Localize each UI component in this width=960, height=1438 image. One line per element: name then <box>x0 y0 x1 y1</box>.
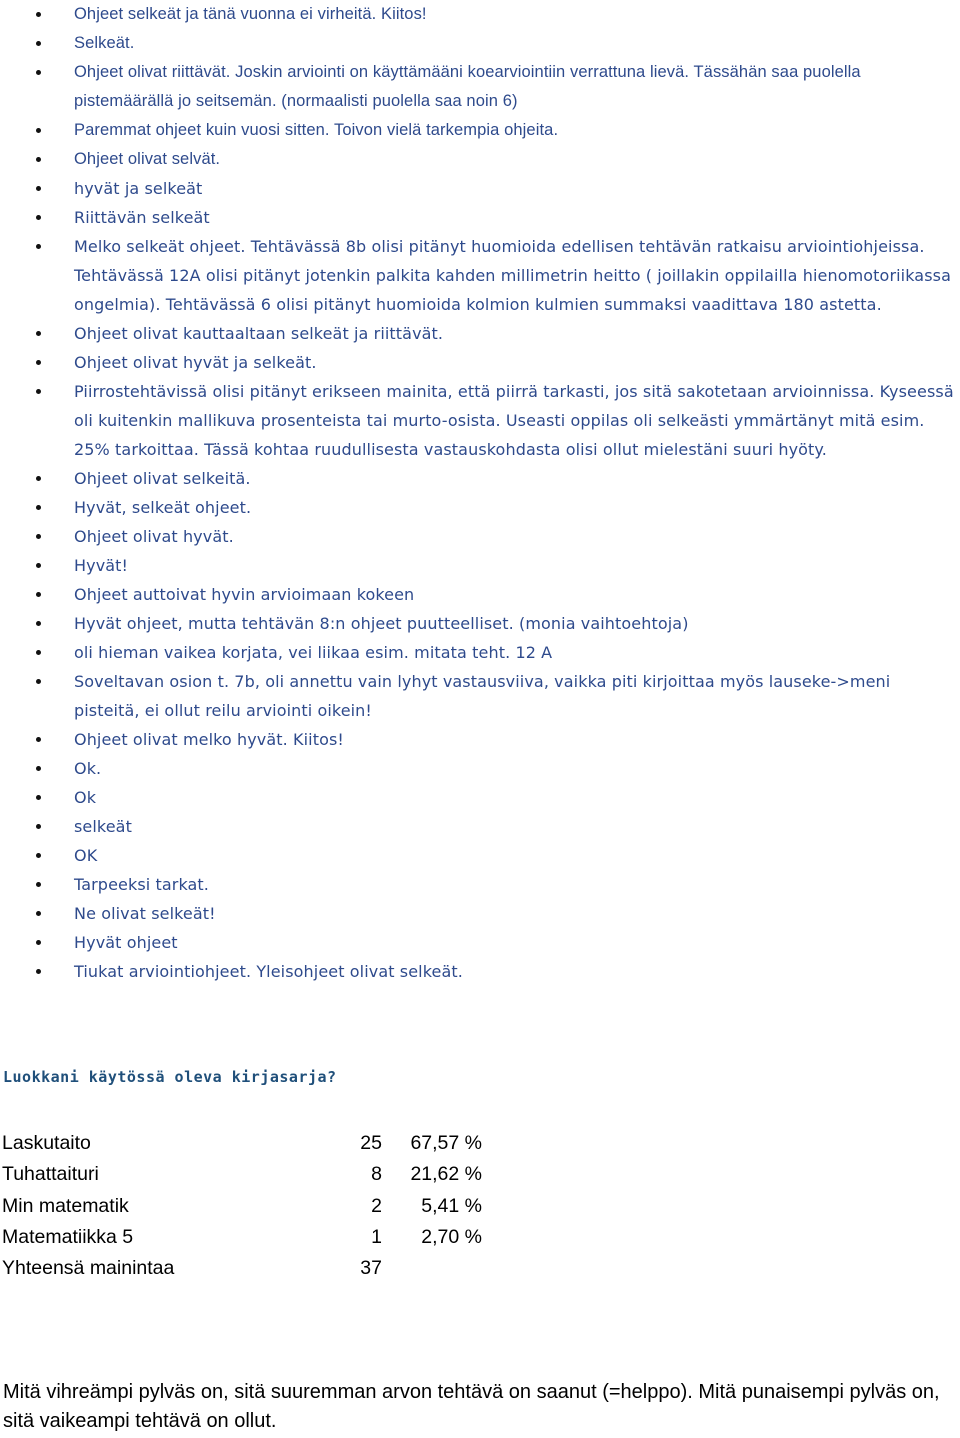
series-name: Matematiikka 5 <box>2 1226 134 1249</box>
feedback-item <box>0 667 960 725</box>
bullet-icon <box>36 215 41 220</box>
feedback-item <box>0 957 960 986</box>
feedback-item <box>0 725 960 754</box>
bullet-icon <box>36 534 41 539</box>
bullet-icon <box>36 911 41 916</box>
chart-color-note: Mitä vihreämpi pylväs on, sitä suuremman arvon tehtävä on saanut (=helppo). Mitä punaisempi pylväs on, sitä vaikeampi tehtävä on ollut. <box>3 1381 940 1432</box>
feedback-text: Ohjeet olivat melko hyvät. Kiitos! <box>74 730 344 749</box>
feedback-item <box>0 580 960 609</box>
feedback-text: Hyvät ohjeet, mutta tehtävän 8:n ohjeet puutteelliset. (monia vaihtoehtoja) <box>74 614 689 633</box>
series-percent: 67,57 % <box>410 1132 482 1155</box>
series-percent <box>382 1253 482 1284</box>
bullet-icon <box>36 679 41 684</box>
feedback-item <box>0 29 960 58</box>
feedback-text: Ok <box>74 788 97 807</box>
feedback-item <box>0 203 960 232</box>
bullet-icon <box>36 244 41 249</box>
feedback-item <box>0 116 960 145</box>
feedback-text: Tarpeeksi tarkat. <box>74 875 209 894</box>
feedback-text: hyvät ja selkeät <box>74 179 203 198</box>
feedback-text: Ohjeet olivat selvät. <box>74 150 221 168</box>
series-percent: 2,70 % <box>421 1226 482 1249</box>
bullet-icon <box>36 621 41 626</box>
feedback-text: Ohjeet selkeät ja tänä vuonna ei virheitä. Kiitos! <box>74 5 427 23</box>
series-count: 25 <box>360 1132 382 1155</box>
feedback-item <box>0 348 960 377</box>
bullet-icon <box>36 563 41 568</box>
feedback-text: Riittävän selkeät <box>74 208 210 227</box>
table-row <box>2 1191 482 1222</box>
series-name: Laskutaito <box>2 1132 91 1155</box>
feedback-text: Ohjeet auttoivat hyvin arvioimaan kokeen <box>74 585 415 604</box>
feedback-text: OK <box>74 846 98 865</box>
feedback-item <box>0 522 960 551</box>
feedback-text: Melko selkeät ohjeet. Tehtävässä 8b olisi pitänyt huomioida edellisen tehtävän ratkaisu arviointiohjeissa. Tehtävässä 12A olisi pitänyt jotenkin palkita kahden millimetrin heitto ( joillakin oppilailla hienomotoriikassa ongelmia). Tehtävässä 6 olisi pitänyt huomioida kolmion kulmien summaksi vaadittava 180 astetta. <box>74 237 951 314</box>
bullet-icon <box>36 737 41 742</box>
feedback-text: Ohjeet olivat riittävät. Joskin arviointi on käyttämääni koearviointiin verrattuna lievä. Tässähän saa puolella pistemäärällä jo seitsemän. (normaalisti puolella saa noin 6) <box>74 63 861 110</box>
feedback-text: Ne olivat selkeät! <box>74 904 216 923</box>
feedback-item <box>0 232 960 319</box>
feedback-text: Hyvät ohjeet <box>74 933 178 952</box>
section-title: Luokkani käytössä oleva kirjasarja? <box>3 1068 337 1086</box>
series-count: 1 <box>371 1226 382 1249</box>
bullet-icon <box>36 853 41 858</box>
feedback-item <box>0 870 960 899</box>
feedback-item <box>0 145 960 174</box>
bullet-icon <box>36 824 41 829</box>
bullet-icon <box>36 70 41 75</box>
feedback-text: Hyvät, selkeät ohjeet. <box>74 498 252 517</box>
feedback-text: selkeät <box>74 817 132 836</box>
bullet-icon <box>36 128 41 133</box>
bullet-icon <box>36 360 41 365</box>
bullet-icon <box>36 157 41 162</box>
feedback-text: Ohjeet olivat kauttaaltaan selkeät ja riittävät. <box>74 324 444 343</box>
series-count: 37 <box>360 1257 382 1280</box>
feedback-text: Ohjeet olivat hyvät ja selkeät. <box>74 353 317 372</box>
feedback-text: oli hieman vaikea korjata, vei liikaa esim. mitata teht. 12 A <box>74 643 553 662</box>
bullet-icon <box>36 592 41 597</box>
feedback-text: Piirrostehtävissä olisi pitänyt erikseen mainita, että piirrä tarkasti, jos sitä sakotetaan arvioinnissa. Kyseessä oli kuitenkin mallikuva prosenteista tai murto-osista. Useasti oppilas oli selkeästi ymmärtänyt mitä esim. 25% tarkoittaa. Tässä kohtaa ruudullisesta vastauskohdasta olisi ollut mielestäni suuri hyöty. <box>74 382 954 459</box>
feedback-item <box>0 638 960 667</box>
bullet-icon <box>36 969 41 974</box>
feedback-text: Ok. <box>74 759 102 778</box>
bullet-icon <box>36 766 41 771</box>
feedback-text: Soveltavan osion t. 7b, oli annettu vain lyhyt vastausviiva, vaikka piti kirjoittaa myös lauseke->meni pisteitä, ei ollut reilu arviointi oikein! <box>74 672 891 720</box>
table-row <box>2 1159 482 1190</box>
feedback-text: Ohjeet olivat hyvät. <box>74 527 234 546</box>
feedback-item <box>0 551 960 580</box>
series-count: 2 <box>371 1194 382 1217</box>
bullet-icon <box>36 476 41 481</box>
feedback-item <box>0 899 960 928</box>
book-series-table <box>2 1128 482 1284</box>
bullet-icon <box>36 650 41 655</box>
table-row <box>2 1128 482 1159</box>
table-row <box>2 1222 482 1253</box>
feedback-text: Hyvät! <box>74 556 129 575</box>
bullet-icon <box>36 389 41 394</box>
series-name: Min matematik <box>2 1194 129 1217</box>
feedback-item <box>0 174 960 203</box>
bullet-icon <box>36 795 41 800</box>
series-name: Yhteensä mainintaa <box>2 1257 175 1280</box>
feedback-item <box>0 841 960 870</box>
table-row <box>2 1253 482 1284</box>
bullet-icon <box>36 940 41 945</box>
feedback-item <box>0 609 960 638</box>
bullet-icon <box>36 186 41 191</box>
series-percent: 5,41 % <box>421 1194 482 1217</box>
bullet-icon <box>36 331 41 336</box>
feedback-item <box>0 58 960 116</box>
feedback-item <box>0 928 960 957</box>
feedback-item <box>0 0 960 29</box>
series-name: Tuhattaituri <box>2 1163 99 1186</box>
feedback-item <box>0 464 960 493</box>
feedback-item <box>0 783 960 812</box>
series-percent: 21,62 % <box>410 1163 482 1186</box>
feedback-item <box>0 754 960 783</box>
feedback-item <box>0 319 960 348</box>
bullet-icon <box>36 505 41 510</box>
bullet-icon <box>36 882 41 887</box>
feedback-text: Tiukat arviointiohjeet. Yleisohjeet olivat selkeät. <box>74 962 463 981</box>
series-count: 8 <box>371 1163 382 1186</box>
feedback-item <box>0 812 960 841</box>
feedback-text: Ohjeet olivat selkeitä. <box>74 469 251 488</box>
bullet-icon <box>36 12 41 17</box>
feedback-item <box>0 377 960 464</box>
feedback-text: Selkeät. <box>74 34 135 52</box>
feedback-item <box>0 493 960 522</box>
feedback-text: Paremmat ohjeet kuin vuosi sitten. Toivon vielä tarkempia ohjeita. <box>74 121 559 139</box>
bullet-icon <box>36 41 41 46</box>
